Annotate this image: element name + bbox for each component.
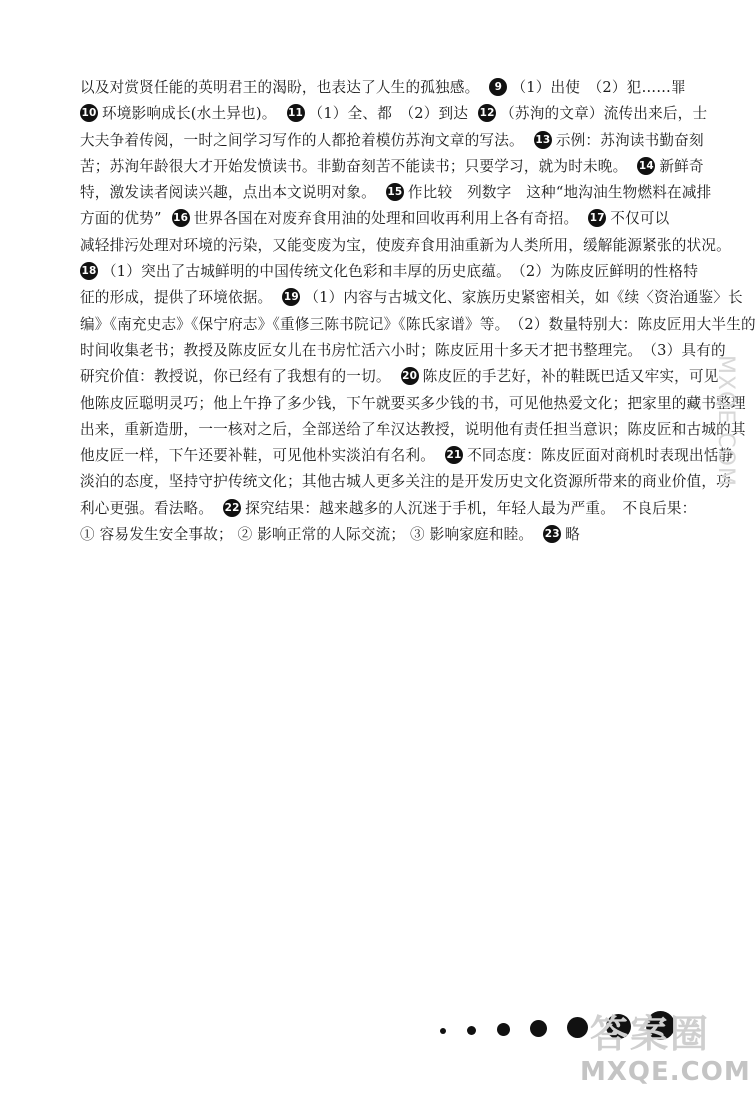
question-number-19: 19: [282, 288, 300, 306]
dot-icon: [467, 1026, 476, 1035]
text-line: 苦；苏洵年龄很大才开始发愤读书。非勤奋刻苦不能读书；只要学习，就为时未晚。 14 新鲜奇: [80, 157, 704, 175]
question-number-13: 13: [534, 131, 552, 149]
side-watermark: MXQE.COM: [713, 355, 738, 487]
question-number-14: 14: [637, 157, 655, 175]
text-line: 淡泊的态度，坚持守护传统文化；其他古城人更多关注的是开发历史文化资源所带来的商业价值，功: [80, 473, 731, 491]
text-line: 方面的优势” 16 世界各国在对废弃食用油的处理和回收再利用上各有奇招。 17 不仅可以: [80, 210, 670, 228]
text-line: 大夫争着传阅，一时之间学习写作的人都抢着模仿苏洵文章的写法。 13 示例：苏洵读书勤奋刻: [80, 131, 704, 149]
dot-icon: [530, 1020, 547, 1037]
question-number-12: 12: [478, 104, 496, 122]
text-line: 征的形成，提供了环境依据。 19 （1）内容与古城文化、家族历史紧密相关，如《续〈资治通鉴〉长: [80, 289, 743, 307]
question-number-11: 11: [287, 104, 305, 122]
text-line: 他皮匠一样，下午还要补鞋，可见他朴实淡泊有名利。 21 不同态度：陈皮匠面对商机时表现出恬静: [80, 447, 734, 465]
text-line: 时间收集老书；教授及陈皮匠女儿在书房忙活六小时；陈皮匠用十多天才把书整理完。 （3）具有的: [80, 341, 726, 359]
text-line: 10 环境影响成长(水土异也)。 11 （1）全、都 （2）到达 12 （苏洵的文章）流传出来后，士: [81, 105, 708, 123]
text-line: 减轻排污处理对环境的污染，又能变废为宝，使废弃食用油重新为人类所用，缓解能源紧张的状况。: [80, 236, 731, 254]
question-number-10: 10: [80, 104, 98, 122]
text-line: 研究价值：教授说，你已经有了我想有的一切。 20 陈皮匠的手艺好，补的鞋既巴适又牢实，可见: [80, 368, 719, 386]
question-number-22: 22: [223, 499, 241, 517]
dot-icon: [497, 1023, 510, 1036]
text-line: 出来，重新造册，一一核对之后，全部送给了牟汉达教授，说明他有责任担当意识；陈皮匠和古城的其: [80, 420, 746, 438]
question-number-21: 21: [445, 446, 463, 464]
question-number-9: 9: [489, 78, 507, 96]
text-line: 18 （1）突出了古城鲜明的中国传统文化色彩和丰厚的历史底蕴。 （2）为陈皮匠鲜明的性格特: [81, 263, 699, 281]
question-number-20: 20: [401, 367, 419, 385]
text-line: 利心更强。看法略。 22 探究结果：越来越多的人沉迷于手机，年轻人最为严重。 不良后果：: [80, 499, 697, 517]
watermark-url: MXQE.COM: [580, 1057, 751, 1087]
text-line: ① 容易发生安全事故； ② 影响正常的人际交流； ③ 影响家庭和睦。 23 略: [80, 526, 581, 544]
text-line: 特，激发读者阅读兴趣，点出本文说明对象。 15 作比较 列数字 这种“地沟油生物燃料在减排: [80, 184, 712, 202]
question-number-16: 16: [172, 209, 190, 227]
site-watermark: [576, 1001, 751, 1101]
question-number-17: 17: [588, 209, 606, 227]
question-number-23: 23: [543, 525, 561, 543]
text-line: 编》《南充史志》《保宁府志》《重修三陈书院记》《陈氏家谱》等。 （2）数量特别大：陈皮匠用大半生的: [80, 315, 756, 333]
question-number-15: 15: [386, 183, 404, 201]
text-line: 他陈皮匠聪明灵巧；他上午挣了多少钱，下午就要买多少钱的书，可见他热爱文化；把家里的藏书整理: [80, 394, 746, 412]
text-line: 以及对赏贤任能的英明君王的渴盼，也表达了人生的孤独感。 9 （1）出使 （2）犯……罪: [80, 79, 686, 96]
dot-icon: [440, 1028, 446, 1034]
question-number-18: 18: [80, 262, 98, 280]
watermark-logo-text: 答案圈: [590, 1012, 711, 1056]
